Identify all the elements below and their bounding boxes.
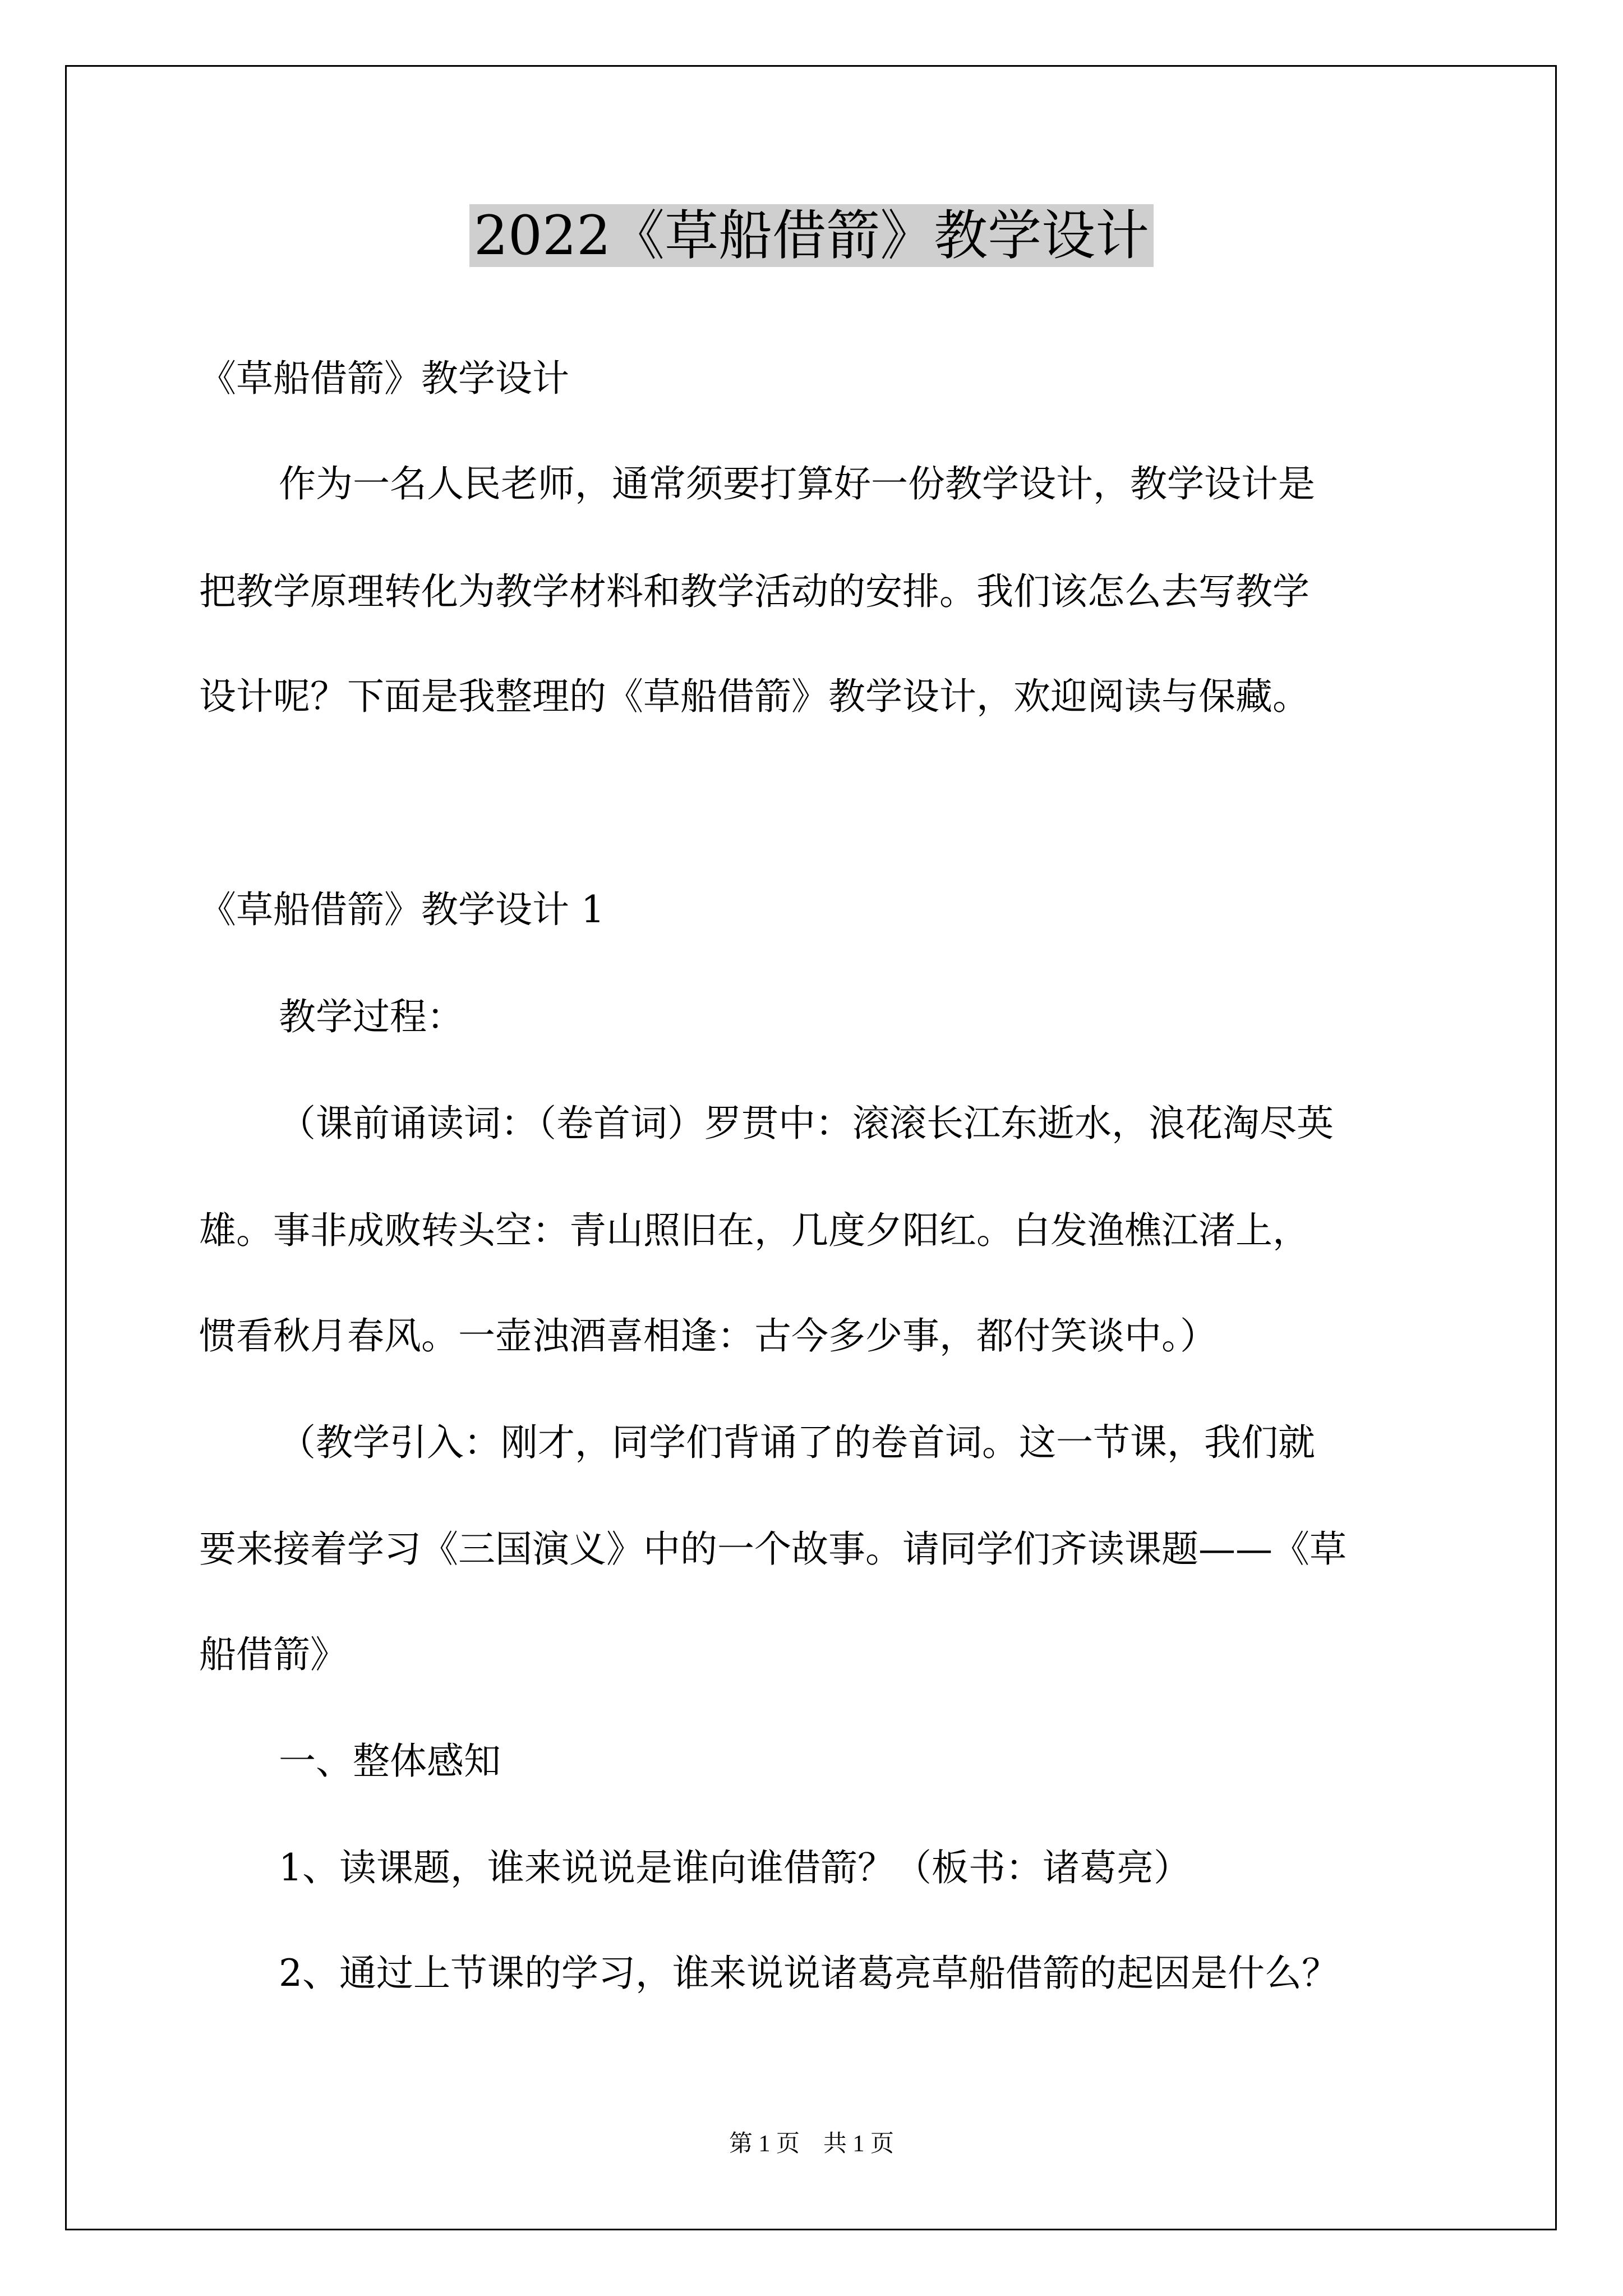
- paragraph-line: 《草船借箭》教学设计: [199, 357, 569, 400]
- paragraph-line: 2、通过上节课的学习，谁来说说诸葛亮草船借箭的起因是什么？: [279, 1952, 1339, 1995]
- paragraph-line: （教学引入：刚才，同学们背诵了的卷首词。这一节课，我们就: [279, 1421, 1315, 1464]
- paragraph-line: 惯看秋月春风。一壶浊酒喜相逢：古今多少事，都付笑谈中。）: [199, 1314, 1217, 1358]
- paragraph-line: 教学过程：: [279, 995, 464, 1038]
- paragraph-line: 设计呢？下面是我整理的《草船借箭》教学设计，欢迎阅读与保藏。: [199, 675, 1310, 718]
- paragraph-line: 1、读课题，谁来说说是谁向谁借箭？（板书：诸葛亮）: [279, 1846, 1191, 1889]
- paragraph-line: 船借箭》: [199, 1633, 347, 1676]
- page-footer: 第 1 页 共 1 页: [728, 2131, 894, 2157]
- paragraph-line: 雄。事非成败转头空：青山照旧在，几度夕阳红。白发渔樵江渚上，: [199, 1209, 1310, 1252]
- title-text: 2022《草船借箭》教学设计: [469, 204, 1154, 267]
- paragraph-line: 要来接着学习《三国演义》中的一个故事。请同学们齐读课题——《草: [199, 1527, 1347, 1571]
- paragraph-line: 作为一名人民老师，通常须要打算好一份教学设计，教学设计是: [279, 462, 1315, 505]
- document-title: [0, 199, 1623, 272]
- paragraph-line: 一、整体感知: [279, 1740, 501, 1783]
- paragraph-line: 把教学原理转化为教学材料和教学活动的安排。我们该怎么去写教学: [199, 570, 1310, 613]
- section-heading: 《草船借箭》教学设计 1: [199, 888, 605, 931]
- paragraph-line: （课前诵读词：（卷首词）罗贯中：滚滚长江东逝水，浪花淘尽英: [279, 1102, 1334, 1145]
